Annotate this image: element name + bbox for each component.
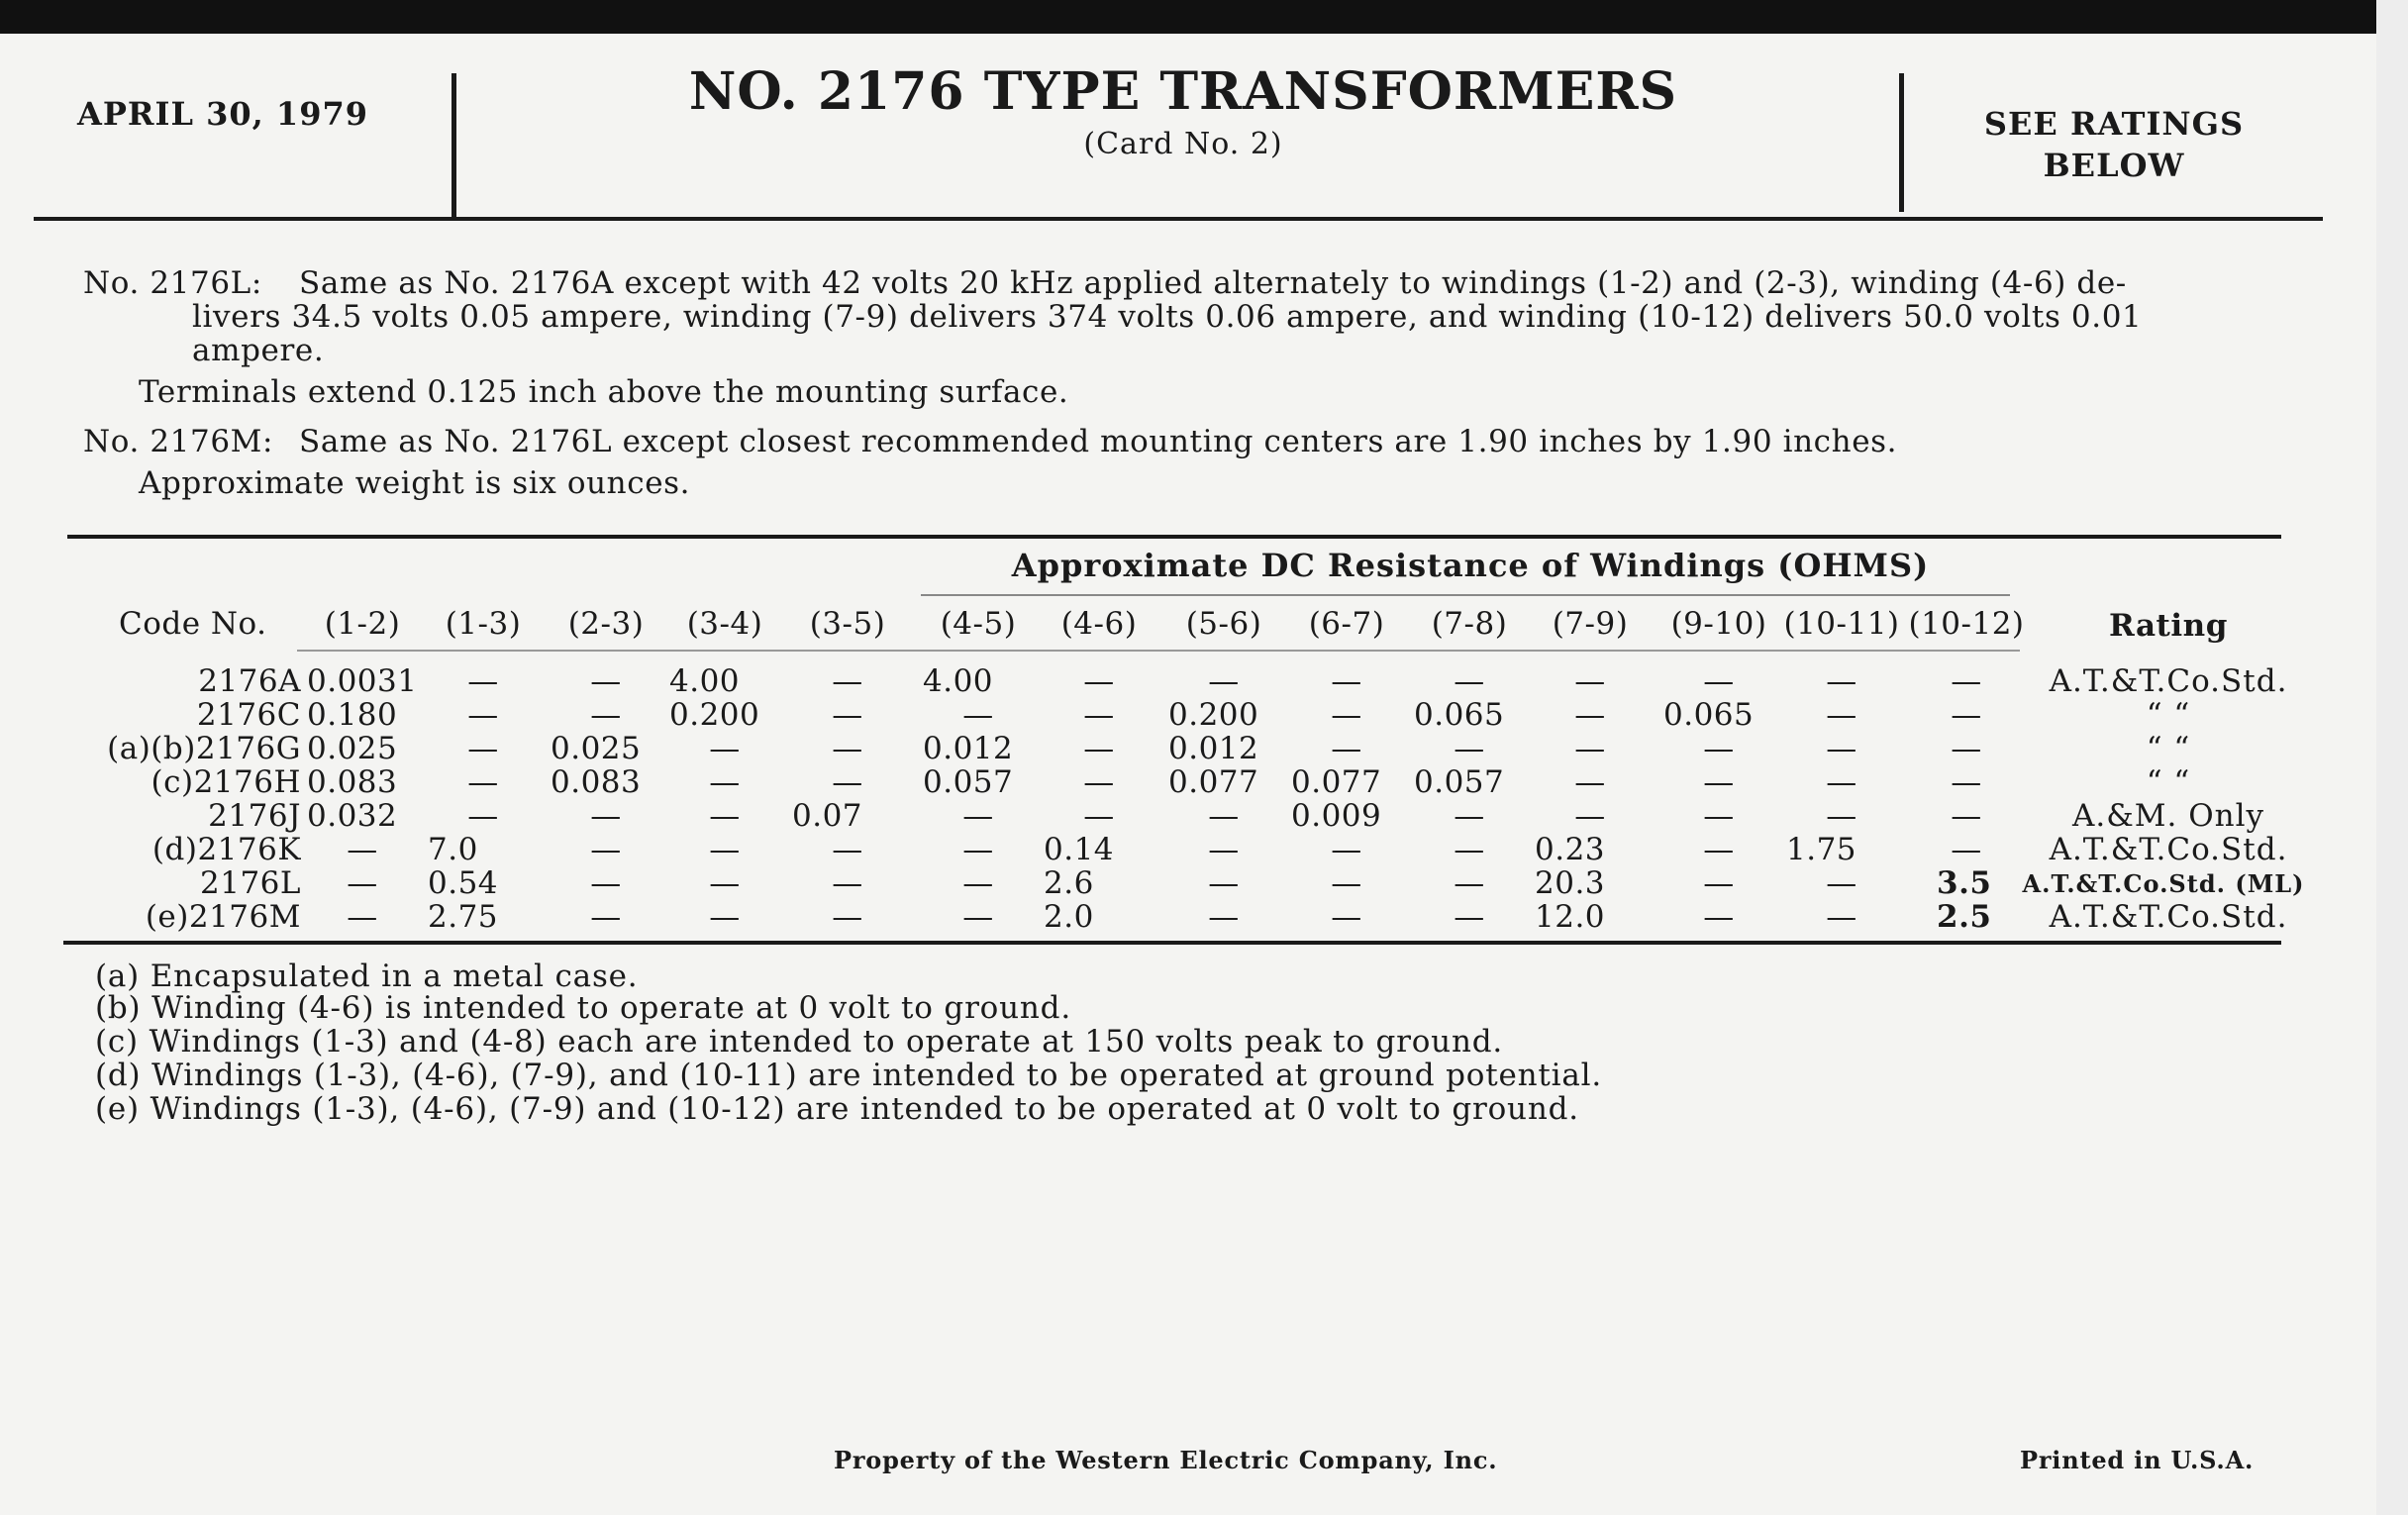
table-cell: — bbox=[832, 663, 863, 699]
desc-2176m-line1: Same as No. 2176L except closest recommended mounting centers are 1.90 inches by 1.90 inches. bbox=[299, 424, 1898, 459]
table-cell: — bbox=[590, 798, 622, 834]
desc-2176m-label: No. 2176M: bbox=[83, 424, 274, 459]
table-cell: 2.6 bbox=[1044, 865, 1094, 901]
table-cell-rating: A.T.&T.Co.Std. (ML) bbox=[2022, 869, 2305, 898]
column-header-rating: Rating bbox=[2109, 608, 2228, 644]
table-cell: 2.0 bbox=[1044, 899, 1094, 935]
table-cell: — bbox=[1951, 731, 1982, 766]
table-cell: — bbox=[1826, 731, 1857, 766]
table-cell: — bbox=[1826, 764, 1857, 800]
ratings-note-line2: BELOW bbox=[2043, 147, 2185, 184]
table-cell-code: (c)2176H bbox=[150, 764, 301, 800]
table-cell: — bbox=[347, 865, 378, 901]
table-cell: — bbox=[1703, 899, 1735, 935]
table-cell-rating: “ “ bbox=[2146, 764, 2191, 800]
table-cell: — bbox=[1208, 899, 1240, 935]
table-cell: — bbox=[1574, 731, 1606, 766]
table-cell: — bbox=[709, 865, 741, 901]
table-cell: — bbox=[1083, 663, 1115, 699]
card-number: (Card No. 2) bbox=[1083, 127, 1283, 161]
table-cell: — bbox=[832, 865, 863, 901]
table-cell: — bbox=[709, 731, 741, 766]
table-cell: 0.057 bbox=[1414, 764, 1505, 800]
ratings-note-line1: SEE RATINGS bbox=[1983, 105, 2245, 143]
table-cell: — bbox=[1574, 663, 1606, 699]
table-cell: 4.00 bbox=[669, 663, 741, 699]
table-cell: — bbox=[832, 697, 863, 733]
table-cell: 0.057 bbox=[923, 764, 1014, 800]
table-cell: — bbox=[832, 832, 863, 867]
table-cell: 0.032 bbox=[307, 798, 398, 834]
table-cell: — bbox=[709, 899, 741, 935]
column-header: (1-3) bbox=[445, 606, 522, 642]
table-cell: 0.009 bbox=[1291, 798, 1382, 834]
table-cell: — bbox=[962, 697, 994, 733]
table-group-header: Approximate DC Resistance of Windings (OHMS) bbox=[1011, 547, 1930, 584]
table-cell: — bbox=[1703, 798, 1735, 834]
footnote-b: (b) Winding (4-6) is intended to operate at 0 volt to ground. bbox=[95, 990, 1071, 1026]
table-cell-code: 2176L bbox=[200, 865, 301, 901]
table-cell: 0.077 bbox=[1168, 764, 1259, 800]
table-cell: 0.025 bbox=[551, 731, 642, 766]
footnote-a: (a) Encapsulated in a metal case. bbox=[95, 959, 639, 994]
table-cell: — bbox=[590, 832, 622, 867]
table-cell: 0.54 bbox=[428, 865, 499, 901]
table-cell: 0.083 bbox=[307, 764, 398, 800]
table-cell: — bbox=[1454, 865, 1485, 901]
table-cell: — bbox=[1331, 697, 1362, 733]
column-header: (3-4) bbox=[686, 606, 763, 642]
table-cell: — bbox=[1454, 899, 1485, 935]
table-cell-rating: “ “ bbox=[2146, 731, 2191, 766]
table-cell: — bbox=[590, 697, 622, 733]
table-cell: 0.025 bbox=[307, 731, 398, 766]
header-divider-right bbox=[1899, 73, 1904, 212]
table-cell: 0.0031 bbox=[307, 663, 418, 699]
footer-property: Property of the Western Electric Company, Inc. bbox=[834, 1446, 1498, 1474]
column-header: (4-6) bbox=[1060, 606, 1138, 642]
desc-2176l-label: No. 2176L: bbox=[83, 265, 262, 301]
table-cell: — bbox=[709, 764, 741, 800]
table-cell: — bbox=[1574, 798, 1606, 834]
table-cell: — bbox=[1454, 731, 1485, 766]
table-cell: 2.75 bbox=[428, 899, 499, 935]
desc-2176m-note: Approximate weight is six ounces. bbox=[139, 465, 691, 501]
column-header: (1-2) bbox=[324, 606, 401, 642]
table-cell: — bbox=[1083, 731, 1115, 766]
table-cell-rating: A.&M. Only bbox=[2071, 798, 2265, 834]
table-cell: 0.065 bbox=[1663, 697, 1755, 733]
table-cell: 1.75 bbox=[1786, 832, 1857, 867]
table-cell: — bbox=[1951, 663, 1982, 699]
table-cell: — bbox=[590, 899, 622, 935]
table-cell: — bbox=[1083, 697, 1115, 733]
table-cell: — bbox=[1208, 663, 1240, 699]
column-header: (7-8) bbox=[1431, 606, 1508, 642]
table-cell: — bbox=[590, 663, 622, 699]
desc-2176l-line2: livers 34.5 volts 0.05 ampere, winding (7-9) delivers 374 volts 0.06 ampere, and winding (10-12) delivers 50.0 volts 0.01 bbox=[192, 299, 2143, 335]
table-cell: — bbox=[1826, 697, 1857, 733]
column-header: (7-9) bbox=[1552, 606, 1629, 642]
table-cell: — bbox=[1454, 832, 1485, 867]
table-cell-code: (d)2176K bbox=[151, 832, 301, 867]
table-cell: 0.23 bbox=[1535, 832, 1606, 867]
table-cell: — bbox=[467, 764, 499, 800]
table-cell: — bbox=[1083, 798, 1115, 834]
table-cell: — bbox=[962, 865, 994, 901]
table-cell-rating: A.T.&T.Co.Std. bbox=[2049, 899, 2288, 935]
table-top-rule bbox=[67, 535, 2281, 539]
table-cell: — bbox=[1826, 899, 1857, 935]
table-cell: — bbox=[832, 764, 863, 800]
table-cell: 0.065 bbox=[1414, 697, 1505, 733]
header-rule bbox=[34, 217, 2323, 221]
table-cell: — bbox=[467, 697, 499, 733]
table-cell-code: (e)2176M bbox=[145, 899, 301, 935]
column-header-rule bbox=[297, 650, 2020, 652]
table-cell: — bbox=[1331, 865, 1362, 901]
page-title: NO. 2176 TYPE TRANSFORMERS bbox=[688, 61, 1678, 122]
table-cell: — bbox=[1826, 663, 1857, 699]
table-cell: — bbox=[1826, 865, 1857, 901]
table-cell: — bbox=[1951, 697, 1982, 733]
column-header: (5-6) bbox=[1185, 606, 1262, 642]
card-edge bbox=[2376, 0, 2408, 1515]
table-cell: 0.200 bbox=[1168, 697, 1259, 733]
column-header-code: Code No. bbox=[119, 606, 267, 642]
table-cell: — bbox=[1703, 832, 1735, 867]
table-cell: — bbox=[1703, 764, 1735, 800]
footnote-e: (e) Windings (1-3), (4-6), (7-9) and (10-12) are intended to be operated at 0 volt to ground. bbox=[95, 1091, 1579, 1127]
table-cell: 12.0 bbox=[1535, 899, 1606, 935]
card-date: APRIL 30, 1979 bbox=[77, 95, 368, 133]
table-cell: — bbox=[832, 899, 863, 935]
table-cell: 0.180 bbox=[307, 697, 398, 733]
header-divider-left bbox=[452, 73, 456, 217]
column-header: (2-3) bbox=[567, 606, 645, 642]
table-cell: — bbox=[1574, 697, 1606, 733]
footnote-c: (c) Windings (1-3) and (4-8) each are intended to operate at 150 volts peak to ground. bbox=[95, 1024, 1504, 1060]
table-cell-rating: “ “ bbox=[2146, 697, 2191, 733]
table-cell: — bbox=[962, 899, 994, 935]
table-cell: — bbox=[1703, 731, 1735, 766]
table-cell-code: (a)(b)2176G bbox=[107, 731, 301, 766]
table-cell: — bbox=[467, 663, 499, 699]
table-cell: 0.083 bbox=[551, 764, 642, 800]
table-cell: — bbox=[1454, 798, 1485, 834]
table-cell: — bbox=[1331, 731, 1362, 766]
table-cell: — bbox=[832, 731, 863, 766]
table-cell: — bbox=[590, 865, 622, 901]
table-cell: — bbox=[962, 798, 994, 834]
table-group-rule bbox=[921, 594, 2010, 596]
table-cell: 0.012 bbox=[1168, 731, 1259, 766]
table-cell: — bbox=[1208, 832, 1240, 867]
table-cell: — bbox=[1703, 865, 1735, 901]
column-header: (9-10) bbox=[1670, 606, 1767, 642]
table-cell-code: 2176A bbox=[198, 663, 301, 699]
column-header: (4-5) bbox=[940, 606, 1017, 642]
table-cell: — bbox=[1208, 865, 1240, 901]
table-cell: 20.3 bbox=[1535, 865, 1606, 901]
column-header: (3-5) bbox=[809, 606, 886, 642]
table-cell: 3.5 bbox=[1937, 865, 1992, 901]
table-cell: — bbox=[1331, 663, 1362, 699]
table-cell: — bbox=[1951, 832, 1982, 867]
table-cell: — bbox=[1208, 798, 1240, 834]
table-cell: 0.200 bbox=[669, 697, 760, 733]
column-header: (10-11) bbox=[1783, 606, 1900, 642]
table-cell: — bbox=[1454, 663, 1485, 699]
table-cell: — bbox=[709, 798, 741, 834]
table-cell: 4.00 bbox=[923, 663, 994, 699]
table-cell: — bbox=[962, 832, 994, 867]
table-cell: — bbox=[709, 832, 741, 867]
table-cell: — bbox=[1331, 832, 1362, 867]
table-cell: 0.012 bbox=[923, 731, 1014, 766]
table-cell: — bbox=[347, 832, 378, 867]
table-cell: — bbox=[347, 899, 378, 935]
column-header: (10-12) bbox=[1908, 606, 2025, 642]
footnote-d: (d) Windings (1-3), (4-6), (7-9), and (10-11) are intended to be operated at ground potential. bbox=[95, 1058, 1602, 1093]
desc-2176l-note: Terminals extend 0.125 inch above the mounting surface. bbox=[139, 374, 1069, 410]
table-cell: 0.077 bbox=[1291, 764, 1382, 800]
table-cell-rating: A.T.&T.Co.Std. bbox=[2049, 832, 2288, 867]
table-cell: — bbox=[467, 798, 499, 834]
table-cell: — bbox=[467, 731, 499, 766]
desc-2176l-line3: ampere. bbox=[192, 333, 325, 368]
table-cell: 7.0 bbox=[428, 832, 478, 867]
table-cell-code: 2176C bbox=[196, 697, 301, 733]
table-cell: — bbox=[1951, 764, 1982, 800]
table-cell: 0.14 bbox=[1044, 832, 1115, 867]
table-cell: 2.5 bbox=[1937, 899, 1992, 935]
table-cell: — bbox=[1574, 764, 1606, 800]
table-bottom-rule bbox=[63, 941, 2281, 945]
table-cell-rating: A.T.&T.Co.Std. bbox=[2049, 663, 2288, 699]
ratings-note bbox=[1911, 103, 2317, 186]
table-cell: 0.07 bbox=[792, 798, 863, 834]
table-cell: — bbox=[1826, 798, 1857, 834]
table-cell: — bbox=[1083, 764, 1115, 800]
table-cell-code: 2176J bbox=[208, 798, 301, 834]
table-cell: — bbox=[1703, 663, 1735, 699]
table-cell: — bbox=[1951, 798, 1982, 834]
desc-2176l-line1: Same as No. 2176A except with 42 volts 20 kHz applied alternately to windings (1-2) and (2-3), winding (4-6) de- bbox=[299, 265, 2127, 301]
table-cell: — bbox=[1331, 899, 1362, 935]
column-header: (6-7) bbox=[1308, 606, 1385, 642]
footer-printed: Printed in U.S.A. bbox=[2020, 1446, 2255, 1474]
